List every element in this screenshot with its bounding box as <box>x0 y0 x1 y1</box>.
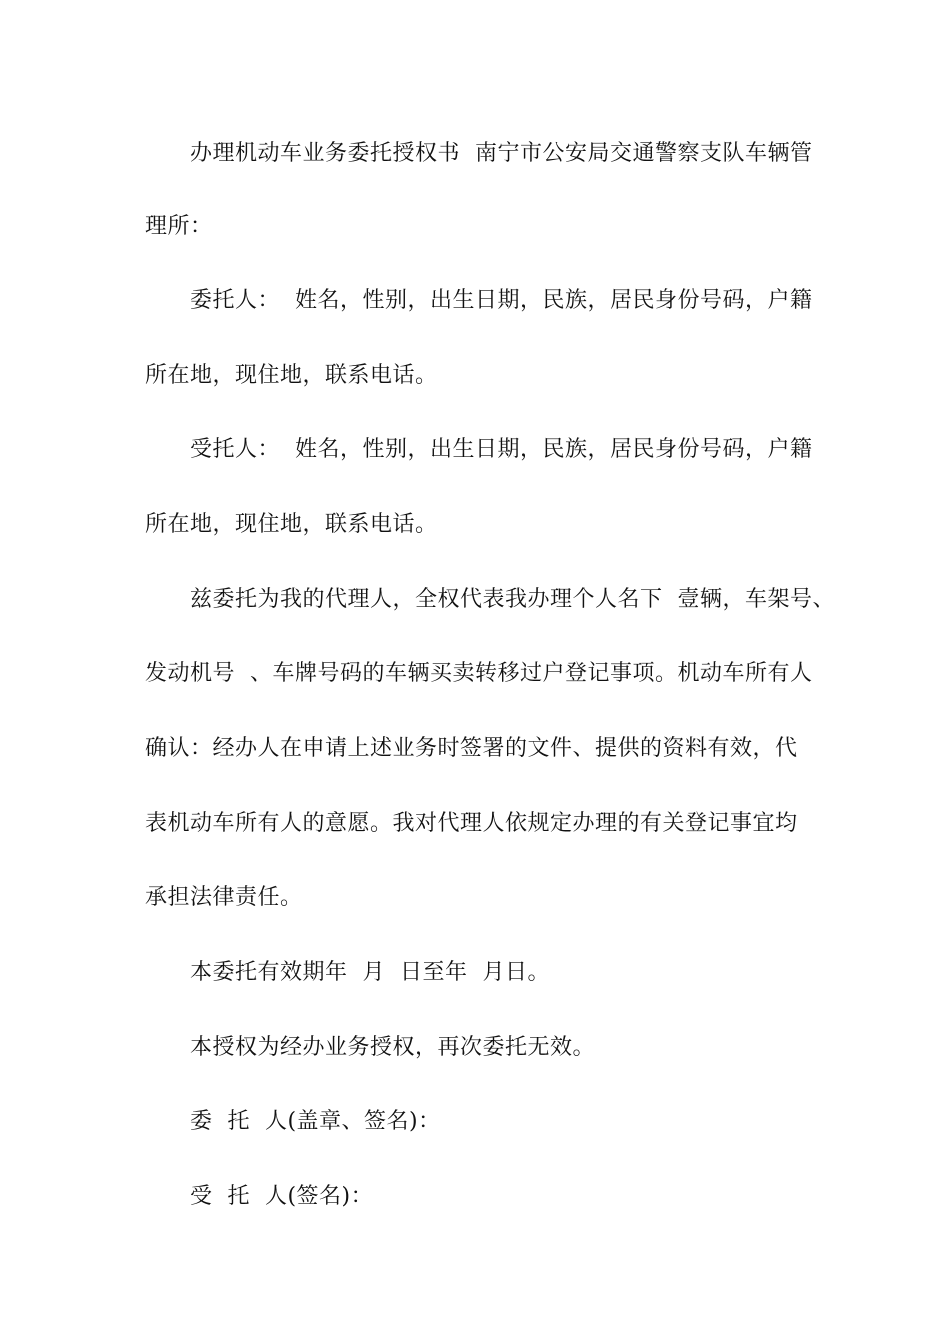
authorization-paragraph-line-1: 兹委托为我的代理人，全权代表我办理个人名下 壹辆，车架号、 <box>190 587 835 612</box>
single-use-line: 本授权为经办业务授权，再次委托无效。 <box>190 1035 596 1060</box>
principal-line: 委托人： 姓名，性别，出生日期，民族，居民身份号码，户籍 <box>190 288 813 313</box>
agent-line: 受托人： 姓名，性别，出生日期，民族，居民身份号码，户籍 <box>190 437 813 462</box>
title-line: 办理机动车业务委托授权书 南宁市公安局交通警察支队车辆管 <box>190 141 813 166</box>
authorization-paragraph-line-4: 表机动车所有人的意愿。我对代理人依规定办理的有关登记事宜均 <box>145 811 798 836</box>
authorization-paragraph-line-3: 确认：经办人在申请上述业务时签署的文件、提供的资料有效，代 <box>145 736 798 761</box>
validity-period-line: 本委托有效期年 月 日至年 月日。 <box>190 960 550 985</box>
authorization-paragraph-line-2: 发动机号 、车牌号码的车辆买卖转移过户登记事项。机动车所有人 <box>145 661 813 686</box>
principal-signature-line: 委 托 人(盖章、签名)： <box>190 1109 441 1134</box>
agent-signature-line: 受 托 人(签名)： <box>190 1184 374 1209</box>
authorization-paragraph-line-5: 承担法律责任。 <box>145 885 303 910</box>
addressee-line: 理所： <box>145 214 213 239</box>
agent-line-cont: 所在地，现住地，联系电话。 <box>145 512 438 537</box>
principal-line-cont: 所在地，现住地，联系电话。 <box>145 363 438 388</box>
